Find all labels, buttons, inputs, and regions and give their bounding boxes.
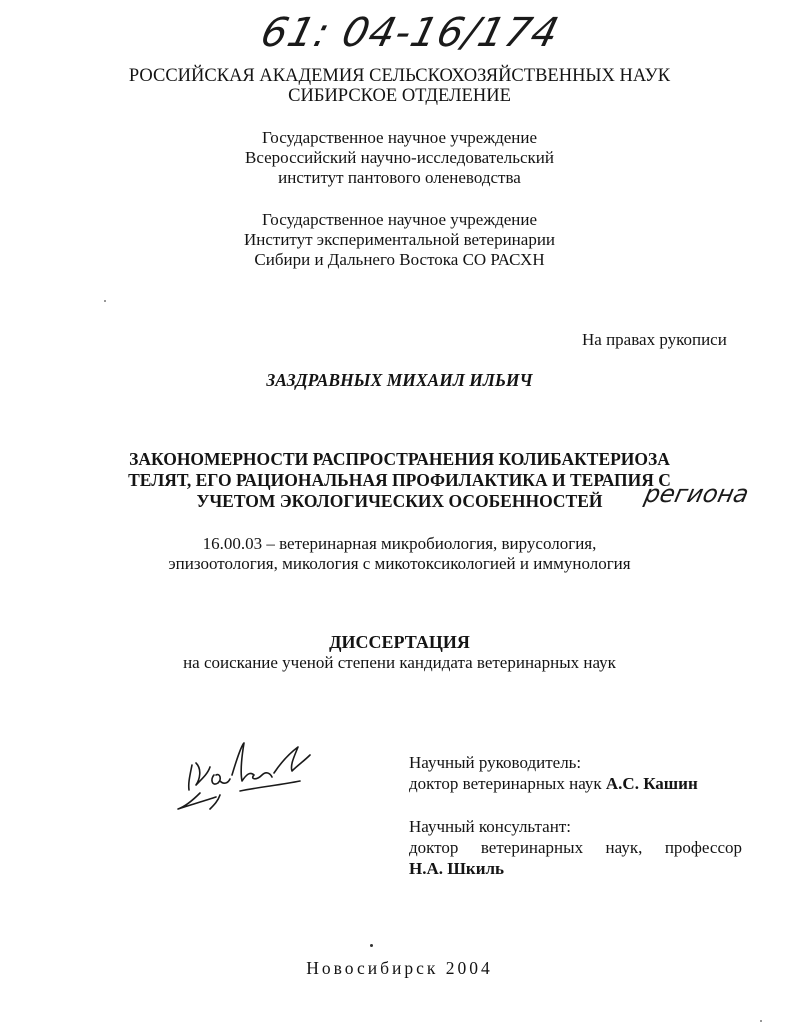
handwritten-archive-number: 61: 04-16/174: [256, 10, 564, 56]
city-year-footer: [0, 958, 799, 979]
institution-line: Государственное научное учреждение: [261, 128, 538, 147]
scientific-supervisor: [409, 752, 698, 794]
specialty-line: эпизоотология, микология с микотоксикологией и иммунология: [168, 554, 631, 573]
consultant-heading: Научный консультант:: [409, 817, 571, 836]
title-line: УЧЕТОМ ЭКОЛОГИЧЕСКИХ ОСОБЕННОСТЕЙ: [196, 491, 603, 511]
footer-city: Новосибирск: [306, 958, 439, 978]
academy-name: РОССИЙСКАЯ АКАДЕМИЯ СЕЛЬСКОХОЗЯЙСТВЕННЫХ НАУК: [128, 66, 671, 86]
institution-line: институт пантового оленеводства: [278, 168, 521, 187]
scan-speck: [760, 1020, 762, 1022]
title-line: ЗАКОНОМЕРНОСТИ РАСПРОСТРАНЕНИЯ КОЛИБАКТЕРИОЗА: [129, 449, 670, 469]
institution-line: Всероссийский научно-исследовательский: [245, 148, 554, 167]
scientific-consultant: [409, 816, 742, 879]
branch-name: СИБИРСКОЕ ОТДЕЛЕНИЕ: [288, 86, 511, 106]
institution-block-2: [0, 210, 799, 270]
degree-statement: на соискание ученой степени кандидата ветеринарных наук: [183, 653, 616, 672]
scan-speck: [104, 300, 106, 302]
institution-line: Государственное научное учреждение: [261, 210, 538, 229]
consultant-title: доктор ветеринарных наук, профессор: [409, 838, 742, 857]
supervisor-credentials: [409, 773, 698, 794]
handwritten-title-addendum: региона: [642, 480, 752, 508]
institution-line: Сибири и Дальнего Востока СО РАСХН: [254, 250, 545, 269]
specialty-line: 16.00.03 – ветеринарная микробиология, вирусология,: [202, 534, 597, 553]
supervisor-name: А.С. Кашин: [605, 774, 698, 793]
institution-block-1: [0, 128, 799, 188]
supervisor-heading: Научный руководитель:: [409, 753, 582, 772]
author-name: ЗАЗДРАВНЫХ МИХАИЛ ИЛЬИЧ: [266, 370, 533, 390]
title-line: ТЕЛЯТ, ЕГО РАЦИОНАЛЬНАЯ ПРОФИЛАКТИКА И ТЕРАПИЯ С: [128, 470, 671, 490]
scan-speck: [370, 944, 373, 947]
document-type: ДИССЕРТАЦИЯ: [329, 632, 470, 652]
organization-header: [0, 66, 799, 106]
handwritten-signature: [170, 735, 320, 815]
supervisor-title: доктор ветеринарных наук: [409, 774, 602, 793]
footer-year: 2004: [445, 958, 493, 978]
institution-line: Институт экспериментальной ветеринарии: [243, 230, 556, 249]
consultant-name: Н.А. Шкиль: [409, 859, 505, 878]
manuscript-rights-note: На правах рукописи: [582, 330, 727, 349]
specialty-code: [0, 534, 799, 574]
